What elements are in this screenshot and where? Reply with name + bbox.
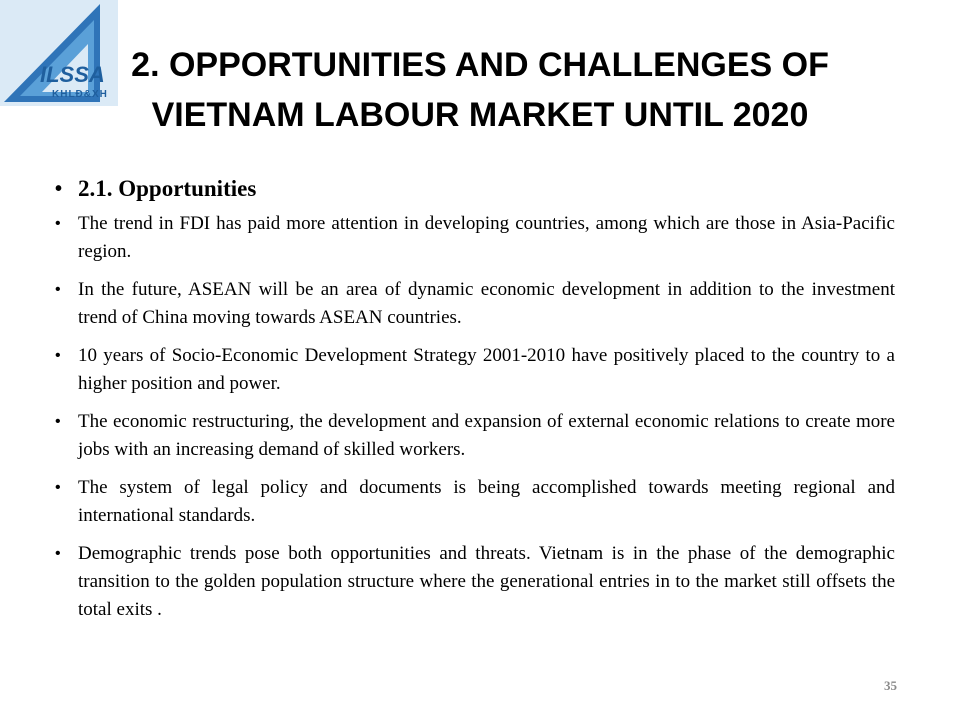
bullet-item-6 xyxy=(55,540,895,624)
bullet-item-1 xyxy=(55,210,895,266)
bullet-item-5 xyxy=(55,474,895,530)
page-number: 35 xyxy=(884,678,897,693)
bullet-dot: • xyxy=(55,545,61,562)
slide-title-line-1: 2. OPPORTUNITIES AND CHALLENGES OF xyxy=(131,46,829,84)
bullet-item-4 xyxy=(55,408,895,464)
bullet-item-3 xyxy=(55,342,895,398)
bullet-text: The trend in FDI has paid more attention in developing countries, among which are those in Asia-Pacific region. xyxy=(78,213,895,262)
slide-title-line-2: VIETNAM LABOUR MARKET UNTIL 2020 xyxy=(151,96,809,134)
section-heading-text: 2.1. Opportunities xyxy=(78,176,257,201)
bullet-text: Demographic trends pose both opportunities and threats. Vietnam is in the phase of the demographic transition to the golden population structure where the generational entries in to the market still offsets the total exits . xyxy=(78,543,895,620)
bullet-dot: • xyxy=(55,347,61,364)
bullet-dot: • xyxy=(55,215,61,232)
bullet-dot: • xyxy=(55,479,61,496)
svg-text:KHLĐ&XH: KHLĐ&XH xyxy=(52,89,108,100)
svg-text:ILSSA: ILSSA xyxy=(40,62,105,87)
bullet-dot: • xyxy=(55,281,61,298)
bullet-dot: • xyxy=(55,178,63,200)
bullet-text: The economic restructuring, the development and expansion of external economic relations to create more jobs with an increasing demand of skilled workers. xyxy=(78,411,895,460)
bullet-text: The system of legal policy and documents is being accomplished towards meeting regional and international standards. xyxy=(78,477,895,526)
section-heading xyxy=(55,172,895,206)
bullet-item-2 xyxy=(55,276,895,332)
bullet-text: In the future, ASEAN will be an area of dynamic economic development in addition to the investment trend of China moving towards ASEAN countries. xyxy=(78,279,895,328)
slide-title xyxy=(20,40,940,140)
bullet-text: 10 years of Socio-Economic Development Strategy 2001-2010 have positively placed to the country to a higher position and power. xyxy=(78,345,895,394)
bullet-list xyxy=(55,172,895,634)
bullet-dot: • xyxy=(55,413,61,430)
